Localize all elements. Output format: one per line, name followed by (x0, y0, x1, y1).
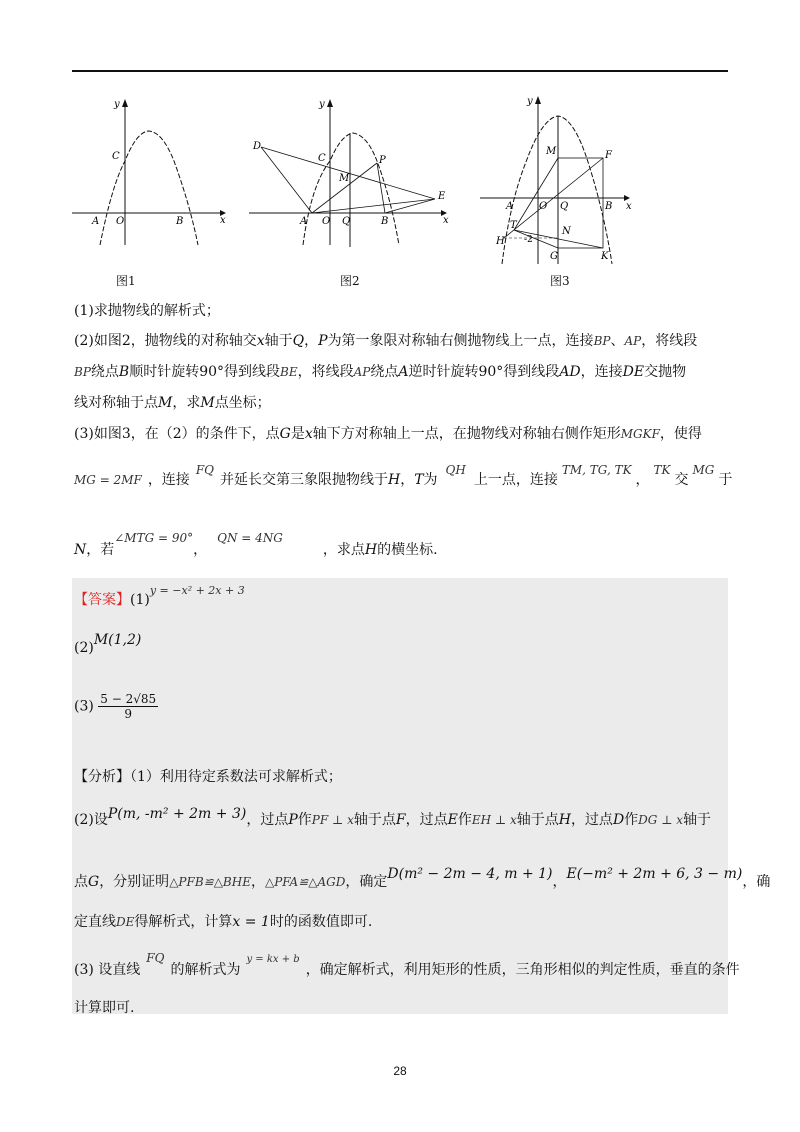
q3-T: T (414, 472, 424, 488)
answer-2 (74, 632, 142, 658)
q3-MG: MG (692, 463, 715, 477)
q2-text: 线对称轴于点 (74, 395, 158, 411)
fig3-label-A: A (506, 201, 514, 212)
q3-text: ，使得 (659, 426, 702, 442)
fig1-y-arrow (122, 99, 128, 107)
analysis-text: ，过点 (570, 812, 613, 828)
fig2-segment-AP (312, 163, 377, 213)
analysis-line-6 (74, 998, 134, 1018)
answer-3-numerator: 5 − 2√85 (100, 692, 157, 706)
answer-1 (74, 584, 245, 611)
analysis-x-eq-1: x = 1 (232, 914, 270, 930)
question-2-line-2 (74, 362, 686, 382)
fig2-segment-AD (261, 147, 312, 213)
question-3-line-2 (74, 463, 733, 490)
analysis-P-coord: P(m, -m² + 2m + 3) (107, 806, 247, 822)
analysis-E: E (447, 812, 458, 828)
q3-text: ， (635, 472, 650, 488)
page-number: 28 (393, 1064, 407, 1078)
q3-text: (3)如图3，在（2）的条件下，点 (74, 426, 280, 442)
fig3-parabola (502, 116, 612, 264)
analysis-text: ，确 (742, 874, 771, 890)
q2-angle: 90° (478, 364, 504, 380)
answer-3 (74, 692, 158, 721)
q2-AD: AD (559, 364, 581, 380)
analysis-text: 得解析式，计算 (134, 914, 233, 930)
analysis-D-coord: D(m² − 2m − 4, m + 1) (387, 866, 553, 882)
analysis-intro: 【分析】（1）利用待定系数法可求解析式； (74, 769, 342, 785)
analysis-text: 作 (297, 812, 312, 828)
q2-BP: BP (593, 334, 611, 348)
analysis-text: 作 (624, 812, 639, 828)
analysis-line-3 (74, 866, 771, 892)
fig3-label-x: x (626, 201, 632, 212)
fig1-parabola (100, 131, 198, 245)
q2-text: 绕点 (90, 364, 119, 380)
answer-2-label: (2) (74, 640, 94, 656)
question-3-line-3 (74, 531, 438, 560)
q2-text: (2)如图2，抛物线的对称轴交 (74, 333, 257, 349)
q3-H: H (387, 472, 401, 488)
fig3-label-H: H (496, 236, 505, 247)
q3-text: 并延长交第三象限抛物线于 (219, 472, 388, 488)
fig3-label-M: M (546, 146, 557, 157)
header-rule (72, 70, 728, 72)
answer-1-expr: y = −x² + 2x + 3 (149, 584, 245, 597)
analysis-H: H (558, 812, 571, 828)
q2-Q: Q (292, 333, 305, 349)
fig3-label-O: O (539, 201, 548, 212)
q3-angle-MTG: ∠MTG = 90° (114, 531, 194, 545)
analysis-text: ，确定解析式，利用矩形的性质，三角形相似的判定性质，垂直的条件 (305, 962, 740, 978)
fig2-label-x: x (443, 215, 449, 226)
q2-angle: 90° (199, 364, 225, 380)
q2-text: 得到线段 (503, 364, 560, 380)
question-2-line-3 (74, 393, 271, 413)
q3-H: H (364, 542, 378, 558)
fig3-label-minus2: -2 (524, 235, 533, 245)
analysis-text: ，确定 (345, 874, 388, 890)
fig3-segment-TG (514, 230, 558, 248)
fig1-label-y: y (114, 99, 120, 110)
analysis-text: 的解析式为 (170, 962, 241, 978)
q2-P: P (318, 333, 328, 349)
fig2-label-D: D (253, 141, 262, 152)
fig3-label-K: K (601, 251, 609, 262)
q1-text: (1)求抛物线的解析式； (74, 303, 220, 319)
q3-text: 的横坐标. (377, 542, 438, 558)
answer-tag: 【答案】 (74, 592, 130, 608)
fig3-label-y: y (527, 96, 533, 107)
analysis-text: 轴于点 (353, 812, 396, 828)
q2-text: 、 (610, 333, 625, 349)
analysis-text: 计算即可. (74, 1000, 135, 1016)
q3-x: x (304, 426, 313, 442)
q2-text: 点坐标； (214, 395, 271, 411)
analysis-text: ， (552, 874, 567, 890)
q3-TK: TK (653, 463, 671, 477)
q2-DE: DE (622, 364, 645, 380)
fig2-parabola (303, 133, 399, 245)
analysis-F: F (395, 812, 406, 828)
q2-M: M (158, 395, 173, 411)
q3-QH: QH (445, 463, 466, 477)
answer-3-fraction (98, 692, 158, 721)
fig2-label-O: O (322, 216, 331, 227)
question-3-line-1 (74, 424, 702, 444)
q2-x: x (256, 333, 265, 349)
fig2-label-y: y (319, 99, 325, 110)
fig1-label-B: B (176, 216, 184, 227)
analysis-P: P (288, 812, 298, 828)
figure-1 (70, 95, 235, 255)
q3-text: ，连接 (147, 472, 190, 488)
q2-text: ，求 (172, 395, 201, 411)
fig2-label-E: E (438, 191, 446, 202)
analysis-text: 时的函数值即可. (269, 914, 373, 930)
answer-1-label: (1) (130, 592, 150, 608)
analysis-FQ: FQ (146, 951, 165, 965)
q3-MGKF: MGKF (620, 427, 660, 441)
analysis-text: (3) 设直线 (74, 962, 141, 978)
analysis-text: 轴于 (683, 812, 712, 828)
q2-text: 轴于 (264, 333, 293, 349)
analysis-E-coord: E(−m² + 2m + 6, 3 − m) (566, 866, 743, 882)
analysis-D: D (612, 812, 625, 828)
q2-M: M (200, 395, 215, 411)
analysis-text: ，过点 (246, 812, 289, 828)
answer-3-label: (3) (74, 698, 94, 715)
q2-text: 得到线段 (224, 364, 281, 380)
question-1 (74, 301, 220, 321)
q2-BP: BP (74, 365, 91, 379)
fig3-label-Q: Q (560, 201, 569, 212)
fig1-label-A: A (92, 216, 100, 227)
analysis-congruence-2: △PFA≌△AGD (264, 875, 346, 889)
q3-text: ，若 (86, 542, 115, 558)
q2-AP: AP (624, 334, 642, 348)
fig1-label-O: O (116, 216, 125, 227)
analysis-line-2 (74, 806, 712, 830)
q3-text: ，求点 (322, 542, 365, 558)
analysis-G: G (88, 874, 100, 890)
q3-text: 上一点，连接 (473, 472, 558, 488)
q2-A: A (398, 364, 409, 380)
fig3-label-F: F (605, 150, 612, 161)
analysis-text: (2)设 (74, 812, 108, 828)
q3-FQ: FQ (195, 463, 214, 477)
analysis-text: ，过点 (405, 812, 448, 828)
q3-text: 轴下方对称轴上一点，在抛物线对称轴右侧作矩形 (312, 426, 621, 442)
fig3-label-T: T (510, 220, 517, 231)
q3-text: ， (193, 542, 208, 558)
q2-text: 为第一象限对称轴右侧抛物线上一点，连接 (327, 333, 594, 349)
q2-text: ，连接 (580, 364, 623, 380)
q3-QN-eq: QN = 4NG (217, 531, 283, 545)
answer-3-denominator: 9 (124, 707, 133, 721)
q2-text: ，将线段 (297, 364, 354, 380)
figure-3-caption: 图3 (550, 274, 570, 288)
analysis-DE: DE (116, 915, 135, 929)
q2-text: ，将线段 (641, 333, 698, 349)
analysis-EH-perp: EH ⊥ x (471, 813, 517, 827)
analysis-PF-perp: PF ⊥ x (311, 813, 354, 827)
q3-text: 交 (674, 472, 689, 488)
figure-2 (245, 95, 460, 255)
q2-text: 逆时针旋转 (408, 364, 479, 380)
answer-2-expr: M(1,2) (93, 632, 142, 648)
q2-text: 交抛物 (644, 364, 687, 380)
q2-text: 绕点 (370, 364, 399, 380)
analysis-text: ，分别证明 (99, 874, 170, 890)
q3-text: 为 (423, 472, 438, 488)
fig3-label-N: N (562, 226, 571, 237)
fig3-label-G: G (550, 251, 558, 262)
figure-1-caption: 图1 (116, 274, 136, 288)
fig1-label-C: C (112, 151, 120, 162)
fig3-y-arrow (535, 96, 541, 104)
analysis-DG-perp: DG ⊥ x (638, 813, 684, 827)
fig2-label-C: C (318, 153, 326, 164)
analysis-line-1 (74, 767, 342, 787)
q3-MG-eq: MG = 2MF (74, 473, 142, 487)
analysis-text: 点 (74, 874, 88, 890)
analysis-text: 作 (457, 812, 472, 828)
q2-B: B (118, 364, 130, 380)
q2-AP: AP (353, 365, 371, 379)
analysis-line-5 (74, 951, 740, 982)
q2-text: 顺时针旋转 (129, 364, 200, 380)
analysis-text: 定直线 (74, 914, 116, 930)
question-2-line-1 (74, 331, 697, 351)
figure-2-caption: 图2 (340, 274, 360, 288)
analysis-text: ， (250, 874, 265, 890)
fig2-label-A: A (300, 216, 308, 227)
q3-text: 于 (718, 472, 733, 488)
q2-BE: BE (280, 365, 298, 379)
analysis-line-4 (74, 912, 372, 932)
figure-3 (478, 92, 638, 267)
q3-G: G (279, 426, 291, 442)
analysis-text: 轴于点 (516, 812, 559, 828)
q3-TM-TG-TK: TM, TG, TK (561, 463, 632, 477)
answer-box (72, 578, 728, 1014)
q2-text: ， (304, 333, 319, 349)
q3-N: N (74, 542, 87, 558)
fig2-y-arrow (327, 99, 333, 107)
fig3-segment-TM (514, 158, 558, 230)
fig2-label-Q: Q (342, 216, 351, 227)
fig2-label-B: B (381, 216, 389, 227)
fig3-label-B: B (605, 201, 613, 212)
fig2-label-P: P (379, 155, 386, 166)
fig1-label-x: x (220, 215, 226, 226)
q3-text: ， (400, 472, 415, 488)
analysis-congruence-1: △PFB≌△BHE (169, 875, 251, 889)
analysis-line-expr: y = kx + b (246, 954, 300, 965)
q3-text: 是 (290, 426, 305, 442)
fig2-label-M: M (339, 173, 350, 184)
fig2-segment-BE (385, 199, 435, 213)
